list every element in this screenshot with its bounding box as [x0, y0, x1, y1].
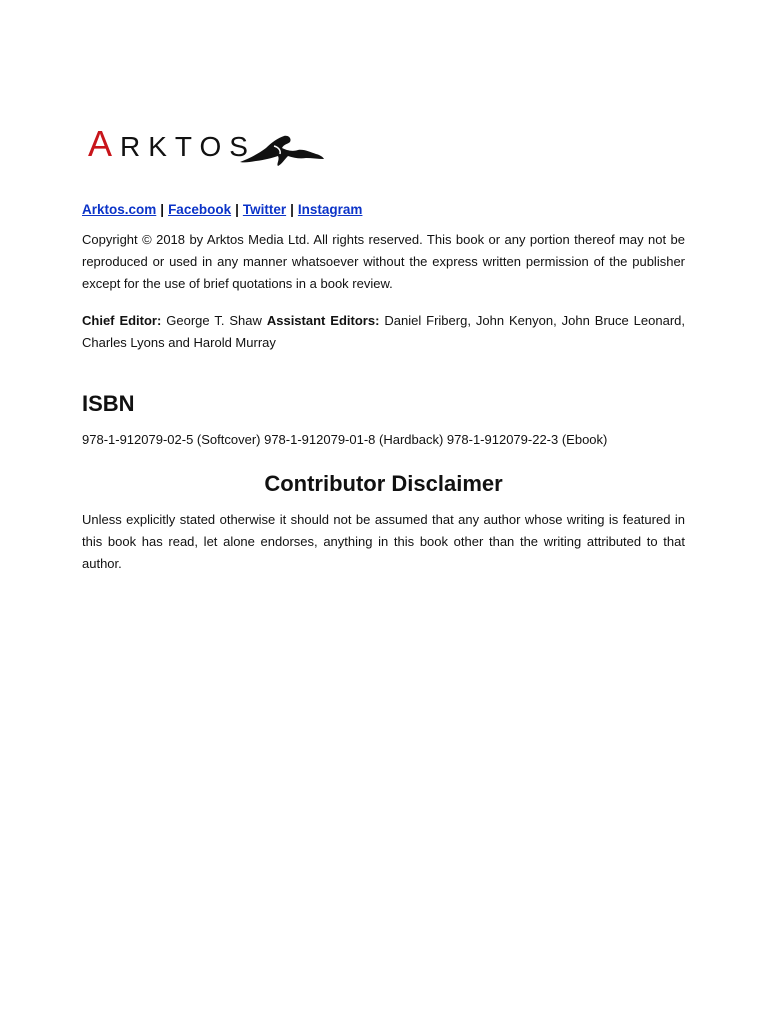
- link-separator: |: [235, 202, 239, 217]
- assistant-editors-names: Daniel Friberg, John Kenyon, John Bruce Leonard, Charles Lyons and Harold Murray: [82, 313, 685, 350]
- arktos-logo: [88, 124, 328, 170]
- link-separator: |: [290, 202, 294, 217]
- link-twitter[interactable]: Twitter: [242, 202, 287, 217]
- disclaimer-text: Unless explicitly stated otherwise it should not be assumed that any author whose writing is featured in this book has read, let alone endorses, anything in this book other than the writing attributed to that author.: [82, 512, 685, 571]
- link-instagram[interactable]: Instagram: [297, 202, 363, 217]
- isbn-heading: ISBN: [82, 391, 135, 416]
- logo-wordmark: ARKTOS: [88, 123, 256, 164]
- isbn-numbers: 978-1-912079-02-5 (Softcover) 978-1-912079-01-8 (Hardback) 978-1-912079-22-3 (Ebook): [82, 432, 608, 447]
- flying-goose-icon: [240, 132, 324, 168]
- copyright-notice: Copyright © 2018 by Arktos Media Ltd. All rights reserved. This book or any portion thereof may not be reproduced or used in any manner whatsoever without the express written permission of the publisher except for the use of brief quotations in a book review.: [82, 232, 685, 291]
- social-links: [82, 202, 362, 217]
- logo-wordmark-a: A: [88, 123, 121, 164]
- assistant-editors-label: Assistant Editors:: [266, 313, 380, 328]
- chief-editor-label: Chief Editor:: [82, 313, 162, 328]
- link-facebook[interactable]: Facebook: [168, 202, 232, 217]
- link-separator: |: [160, 202, 165, 217]
- chief-editor-name: George T. Shaw: [161, 313, 267, 328]
- link-arktos-com[interactable]: Arktos.com: [82, 202, 157, 217]
- disclaimer-heading: Contributor Disclaimer: [264, 471, 503, 496]
- editors-credits: [82, 310, 685, 354]
